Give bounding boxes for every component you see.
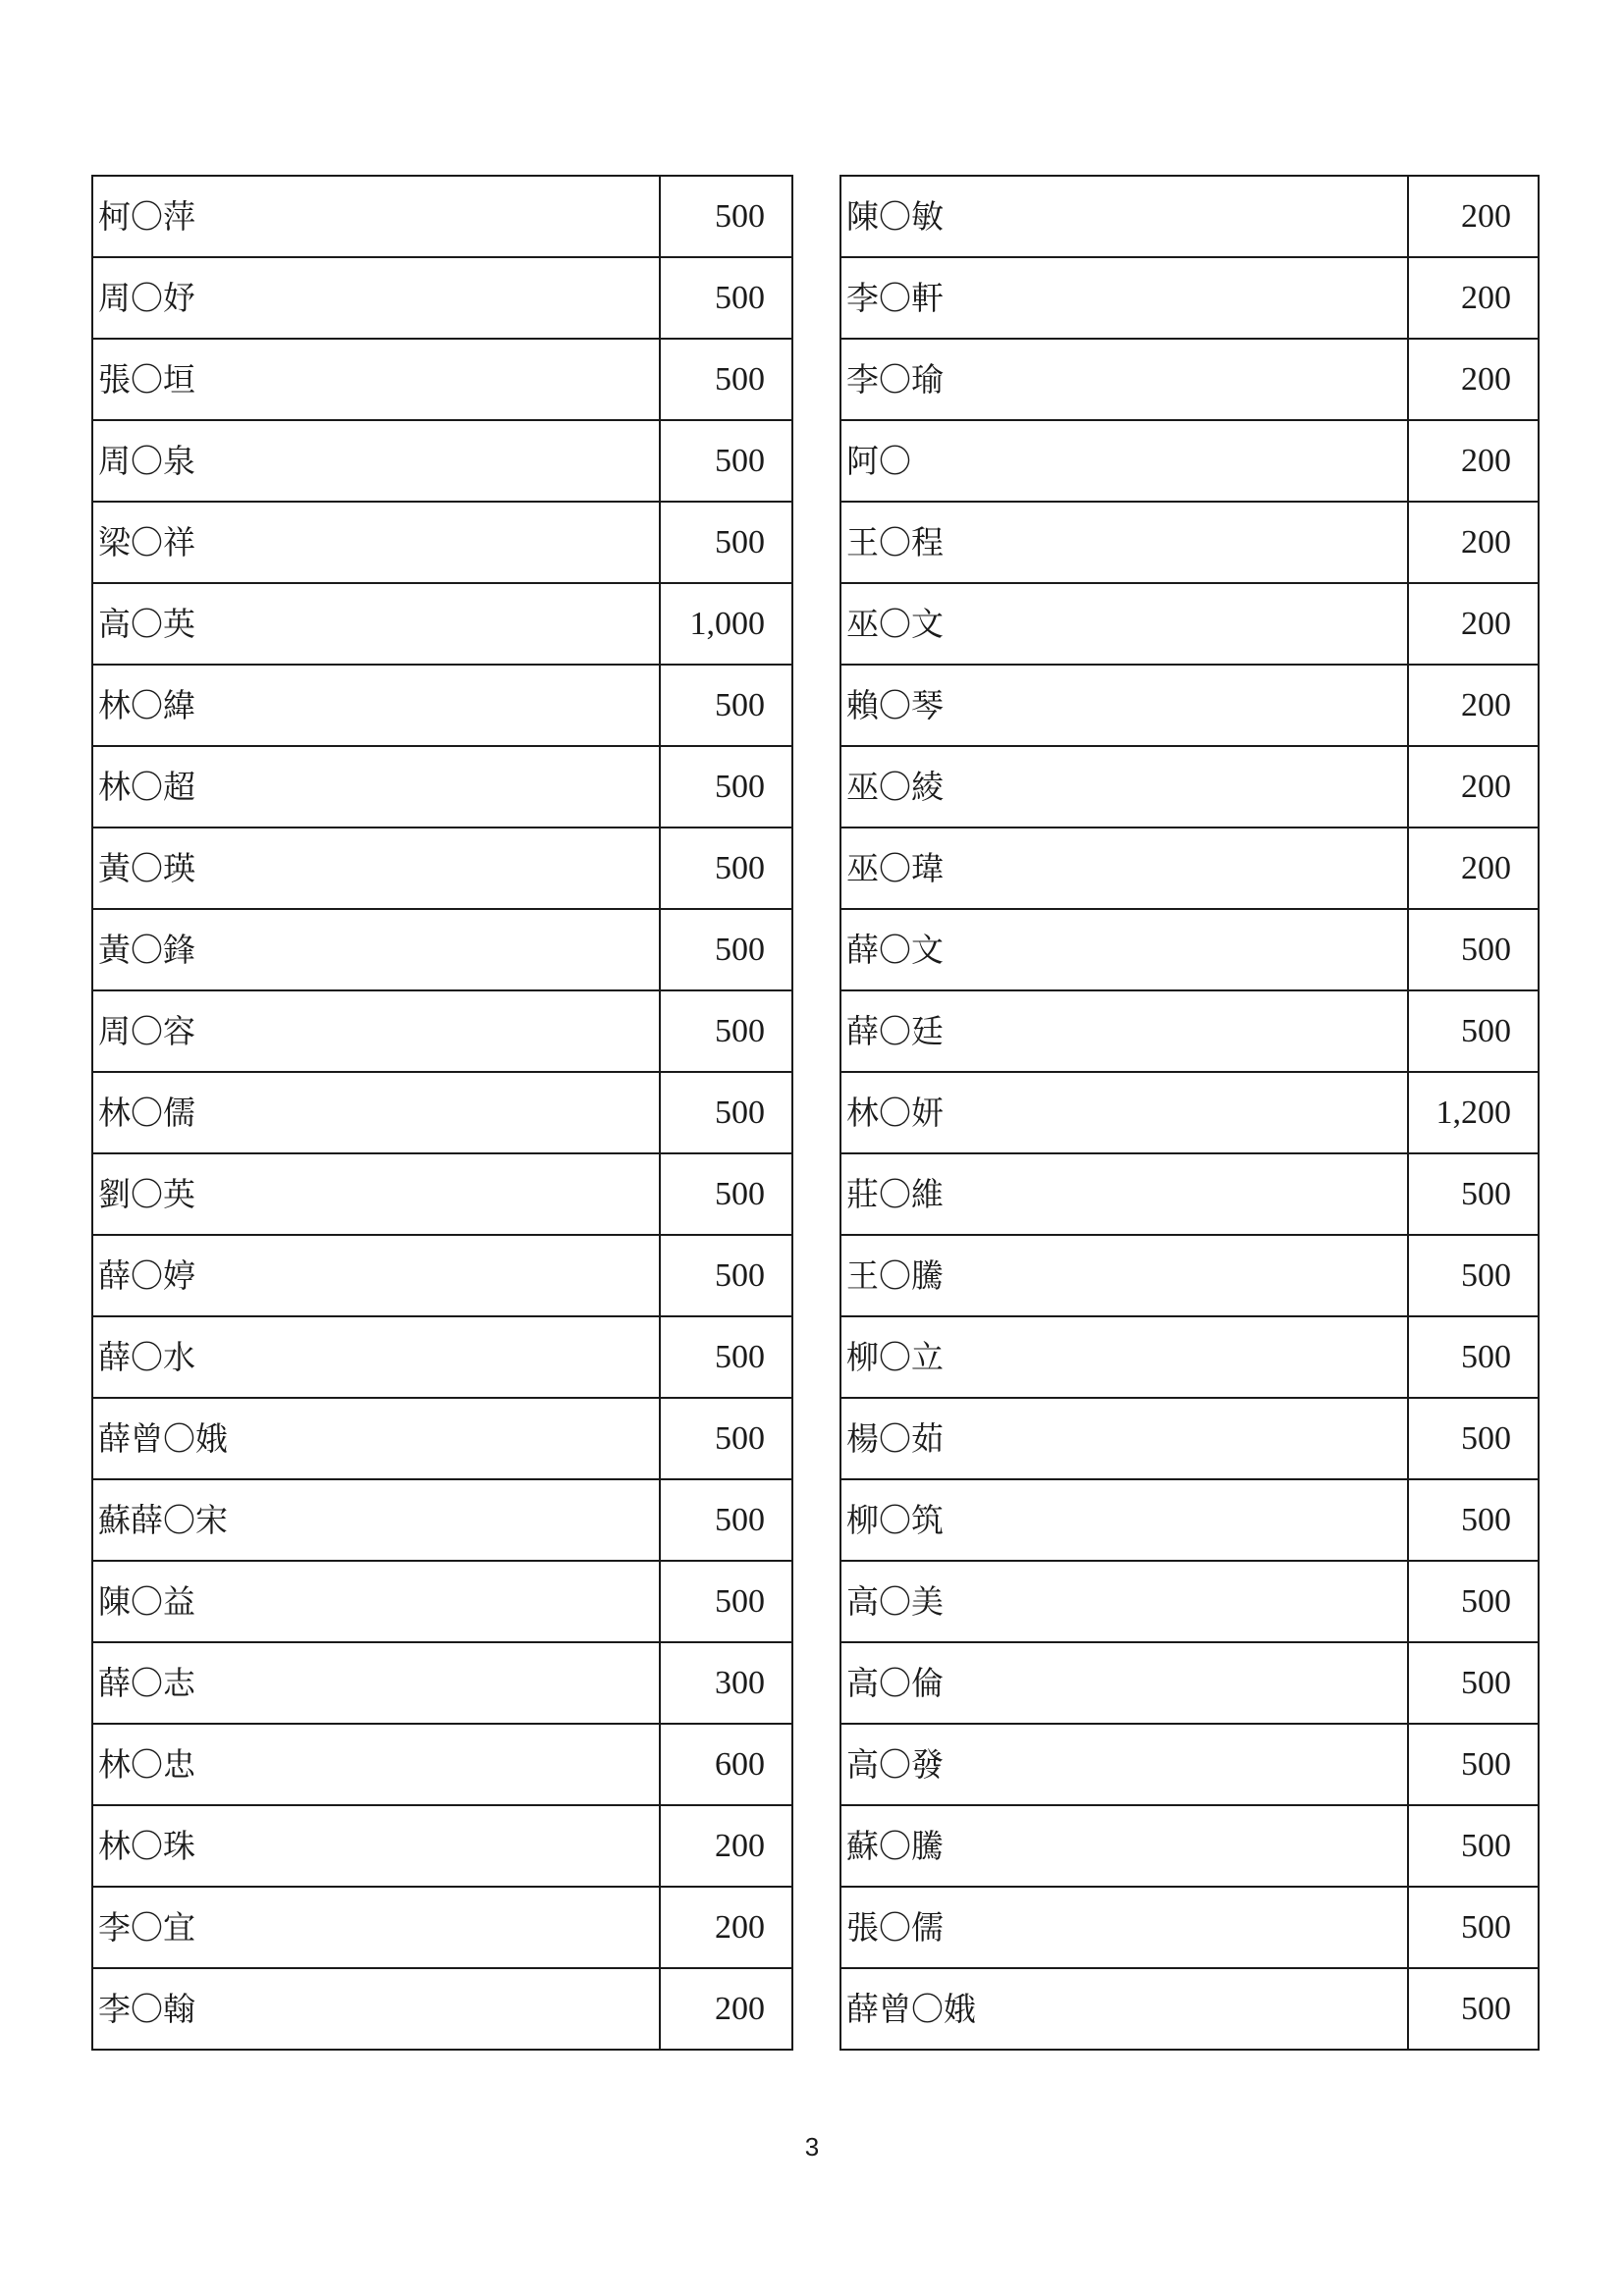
donor-name: 薛〇水: [92, 1316, 660, 1398]
donation-amount: 500: [1408, 1153, 1539, 1235]
donation-amount: 500: [660, 990, 792, 1072]
donor-name: 莊〇維: [840, 1153, 1408, 1235]
donor-name: 黃〇鋒: [92, 909, 660, 990]
table-row: [92, 1398, 792, 1479]
donation-amount: 500: [660, 257, 792, 339]
table-row: [840, 665, 1539, 746]
donor-name: 巫〇綾: [840, 746, 1408, 828]
donation-amount: 500: [660, 1072, 792, 1153]
table-row: [840, 1072, 1539, 1153]
donation-amount: 200: [1408, 420, 1539, 502]
table-row: [92, 1805, 792, 1887]
donor-name: 周〇妤: [92, 257, 660, 339]
table-row: [92, 1072, 792, 1153]
donor-name: 劉〇英: [92, 1153, 660, 1235]
donor-table-right-body: [840, 176, 1539, 2050]
donation-amount: 500: [660, 1561, 792, 1642]
table-row: [840, 257, 1539, 339]
donor-name: 張〇儒: [840, 1887, 1408, 1968]
donor-name: 柳〇筑: [840, 1479, 1408, 1561]
table-row: [840, 1398, 1539, 1479]
table-row: [92, 1235, 792, 1316]
table-row: [840, 1561, 1539, 1642]
donation-amount: 200: [660, 1968, 792, 2050]
table-row: [92, 583, 792, 665]
table-row: [92, 1479, 792, 1561]
table-row: [840, 1805, 1539, 1887]
donor-name: 蘇薛〇宋: [92, 1479, 660, 1561]
table-row: [840, 746, 1539, 828]
donor-name: 高〇美: [840, 1561, 1408, 1642]
donor-name: 張〇垣: [92, 339, 660, 420]
donation-amount: 500: [1408, 909, 1539, 990]
donation-amount: 500: [1408, 990, 1539, 1072]
table-row: [92, 1887, 792, 1968]
donation-amount: 500: [1408, 1968, 1539, 2050]
table-row: [840, 1724, 1539, 1805]
donor-name: 巫〇瑋: [840, 828, 1408, 909]
table-row: [92, 1968, 792, 2050]
donor-name: 黃〇瑛: [92, 828, 660, 909]
table-row: [92, 1561, 792, 1642]
donor-name: 高〇發: [840, 1724, 1408, 1805]
table-row: [92, 909, 792, 990]
table-row: [840, 990, 1539, 1072]
donation-amount: 200: [1408, 502, 1539, 583]
donor-name: 林〇超: [92, 746, 660, 828]
donor-name: 陳〇益: [92, 1561, 660, 1642]
donation-amount: 200: [1408, 257, 1539, 339]
donation-amount: 1,200: [1408, 1072, 1539, 1153]
donation-amount: 200: [1408, 665, 1539, 746]
donation-amount: 500: [660, 1479, 792, 1561]
donation-amount: 200: [1408, 746, 1539, 828]
donor-name: 薛〇志: [92, 1642, 660, 1724]
donor-table-right: [839, 175, 1540, 2051]
donation-amount: 500: [660, 502, 792, 583]
table-row: [92, 665, 792, 746]
donation-amount: 300: [660, 1642, 792, 1724]
table-row: [840, 1887, 1539, 1968]
donor-name: 王〇騰: [840, 1235, 1408, 1316]
table-row: [840, 1642, 1539, 1724]
donation-amount: 500: [1408, 1887, 1539, 1968]
donor-name: 薛曾〇娥: [92, 1398, 660, 1479]
donor-name: 楊〇茹: [840, 1398, 1408, 1479]
donation-amount: 500: [660, 176, 792, 257]
donor-name: 林〇緯: [92, 665, 660, 746]
donation-amount: 500: [1408, 1479, 1539, 1561]
donation-amount: 200: [1408, 176, 1539, 257]
donation-amount: 500: [1408, 1805, 1539, 1887]
donation-amount: 200: [660, 1805, 792, 1887]
donation-amount: 500: [1408, 1561, 1539, 1642]
donation-amount: 500: [660, 1235, 792, 1316]
donation-amount: 500: [660, 339, 792, 420]
donation-amount: 500: [1408, 1398, 1539, 1479]
donor-name: 王〇程: [840, 502, 1408, 583]
donation-amount: 500: [660, 746, 792, 828]
table-row: [92, 1724, 792, 1805]
table-row: [840, 909, 1539, 990]
donation-amount: 600: [660, 1724, 792, 1805]
donation-amount: 500: [660, 828, 792, 909]
donor-name: 林〇儒: [92, 1072, 660, 1153]
donor-name: 周〇泉: [92, 420, 660, 502]
table-row: [840, 1479, 1539, 1561]
donor-name: 薛〇文: [840, 909, 1408, 990]
donor-name: 林〇珠: [92, 1805, 660, 1887]
donation-amount: 500: [1408, 1316, 1539, 1398]
donor-table-left-body: [92, 176, 792, 2050]
table-row: [840, 583, 1539, 665]
donor-name: 柯〇萍: [92, 176, 660, 257]
table-row: [840, 1153, 1539, 1235]
table-row: [92, 1153, 792, 1235]
table-row: [92, 828, 792, 909]
table-row: [92, 176, 792, 257]
table-row: [840, 1968, 1539, 2050]
donor-name: 李〇軒: [840, 257, 1408, 339]
table-row: [92, 1316, 792, 1398]
donor-name: 林〇妍: [840, 1072, 1408, 1153]
table-row: [92, 339, 792, 420]
table-row: [92, 746, 792, 828]
donor-name: 薛曾〇娥: [840, 1968, 1408, 2050]
table-row: [92, 257, 792, 339]
donation-amount: 500: [1408, 1235, 1539, 1316]
donor-name: 陳〇敏: [840, 176, 1408, 257]
donor-name: 高〇倫: [840, 1642, 1408, 1724]
table-row: [840, 828, 1539, 909]
donor-name: 林〇忠: [92, 1724, 660, 1805]
donation-amount: 500: [660, 665, 792, 746]
donor-name: 李〇瑜: [840, 339, 1408, 420]
donation-amount: 1,000: [660, 583, 792, 665]
table-row: [840, 1316, 1539, 1398]
donor-name: 蘇〇騰: [840, 1805, 1408, 1887]
donor-name: 巫〇文: [840, 583, 1408, 665]
donor-name: 薛〇婷: [92, 1235, 660, 1316]
table-row: [92, 1642, 792, 1724]
donor-name: 阿〇: [840, 420, 1408, 502]
table-row: [92, 420, 792, 502]
donation-amount: 500: [660, 1398, 792, 1479]
donation-amount: 500: [1408, 1642, 1539, 1724]
donor-table-left: [91, 175, 793, 2051]
donation-amount: 500: [660, 1153, 792, 1235]
donor-name: 梁〇祥: [92, 502, 660, 583]
donor-name: 周〇容: [92, 990, 660, 1072]
donor-name: 賴〇琴: [840, 665, 1408, 746]
table-row: [92, 502, 792, 583]
donation-amount: 500: [1408, 1724, 1539, 1805]
donation-amount: 200: [1408, 583, 1539, 665]
table-row: [840, 339, 1539, 420]
table-row: [92, 990, 792, 1072]
donor-name: 李〇翰: [92, 1968, 660, 2050]
table-row: [840, 1235, 1539, 1316]
donation-amount: 500: [660, 909, 792, 990]
donor-name: 薛〇廷: [840, 990, 1408, 1072]
donation-amount: 500: [660, 1316, 792, 1398]
donor-name: 李〇宜: [92, 1887, 660, 1968]
page-number: 3: [804, 2132, 820, 2162]
donation-amount: 200: [660, 1887, 792, 1968]
donation-amount: 200: [1408, 339, 1539, 420]
donation-amount: 200: [1408, 828, 1539, 909]
table-row: [840, 176, 1539, 257]
donor-name: 柳〇立: [840, 1316, 1408, 1398]
donation-amount: 500: [660, 420, 792, 502]
donor-name: 高〇英: [92, 583, 660, 665]
table-row: [840, 502, 1539, 583]
table-row: [840, 420, 1539, 502]
